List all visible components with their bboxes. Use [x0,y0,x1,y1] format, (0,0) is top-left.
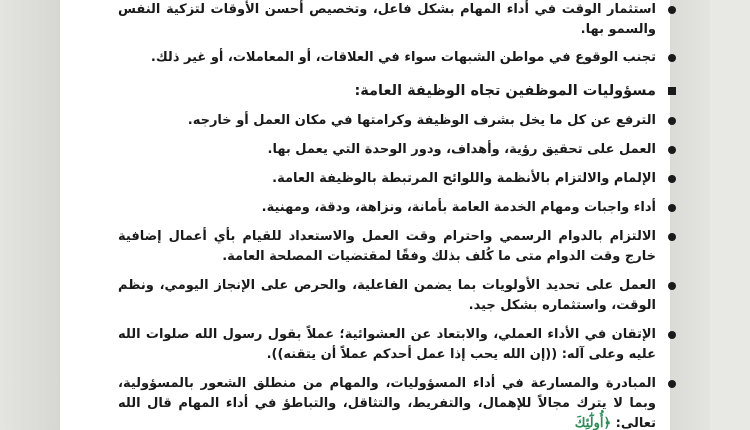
bullet-dot-icon [668,331,676,339]
section-heading [118,81,678,101]
list-item-text: العمل على تحقيق رؤية، وأهداف، ودور الوحدة التي يعمل بها. [267,142,656,157]
bullet-dot-icon [668,54,676,62]
list-item [118,374,678,430]
list-item [118,325,678,365]
list-item [118,111,678,131]
document-content [118,0,678,430]
list-item-text: الالتزام بالدوام الرسمي واحترام وقت العمل والاستعداد للقيام بأي أعمال إضافية خارج وقت الدوام متى ما كُلف بذلك وفقًا لمقتضيات المصلحة العامة. [118,229,656,264]
list-item-text: المبادرة والمسارعة في أداء المسؤوليات، والمهام من منطلق الشعور بالمسؤولية، وبما لا يترك مجالاً للإهمال، والتفريط، والتثاقل، والتباطؤ في أداء المهام قال الله تعالى: [118,376,656,430]
bullet-dot-icon [668,117,676,125]
bullet-dot-icon [668,175,676,183]
quran-verse-fragment: ﴿أُولَٰٓئِكَ [574,416,612,430]
page-margin-left [0,0,60,430]
list-item [118,48,678,68]
bullet-dot-icon [668,380,676,388]
list-item-text: تجنب الوقوع في مواطن الشبهات سواء في العلاقات، أو المعاملات، أو غير ذلك. [150,50,656,65]
bullet-dot-icon [668,146,676,154]
list-item [118,198,678,218]
bullet-dot-icon [668,6,676,14]
list-item-text: الترفع عن كل ما يخل بشرف الوظيفة وكرامتها في مكان العمل أو خارجه. [187,113,656,128]
top-bullet-list [118,0,678,68]
list-item-text: الإتقان في الأداء العملي، والابتعاد عن العشوائية؛ عملاً بقول رسول الله صلوات الله عليه وعلى آله: ((إن الله يحب إذا عمل أحدكم عملاً أن يتقنه)). [118,327,656,362]
bullet-dot-icon [668,204,676,212]
responsibilities-list [118,111,678,430]
bullet-dot-icon [668,233,676,241]
list-item [118,140,678,160]
list-item [118,227,678,267]
list-item-text: استثمار الوقت في أداء المهام بشكل فاعل، وتخصيص أحسن الأوقات لتزكية النفس والسمو بها. [118,2,656,37]
document-page [60,0,710,430]
list-item [118,276,678,316]
list-item [118,169,678,189]
section-heading-text: مسؤوليات الموظفين تجاه الوظيفة العامة: [354,83,656,99]
list-item-text: العمل على تحديد الأولويات بما يضمن الفاعلية، والحرص على الإنجاز اليومي، ونظم الوقت، واستثماره بشكل جيد. [118,278,656,313]
list-item-text: أداء واجبات ومهام الخدمة العامة بأمانة، ونزاهة، ودقة، ومهنية. [261,200,656,215]
list-item [118,0,678,40]
bullet-dot-icon [668,282,676,290]
bullet-square-icon [668,87,676,95]
list-item-text: الإلمام والالتزام بالأنظمة واللوائح المرتبطة بالوظيفة العامة. [272,171,656,186]
